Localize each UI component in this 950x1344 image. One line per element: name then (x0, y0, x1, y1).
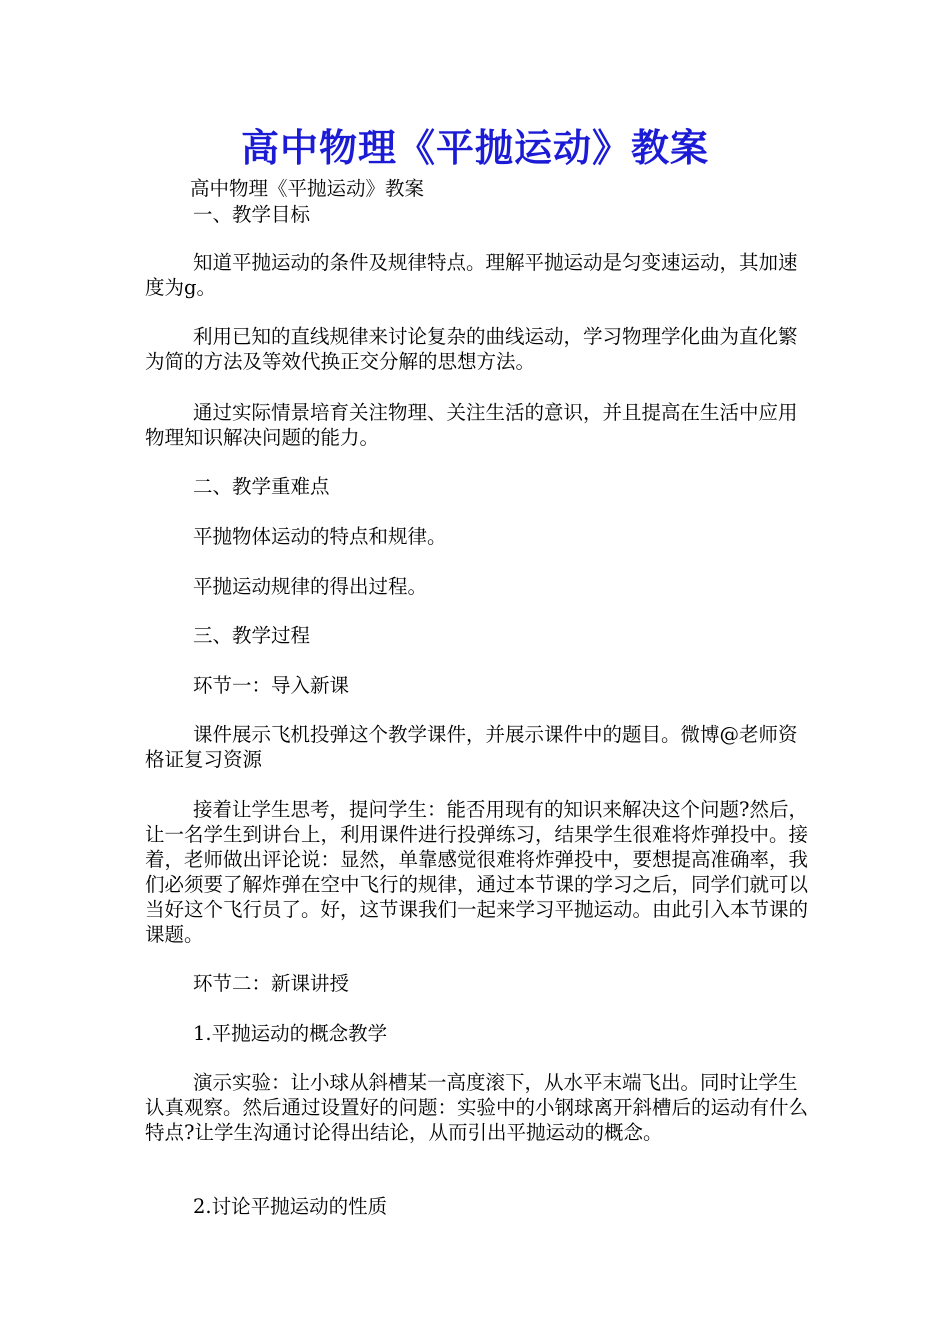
paragraph-objective-1: 知道平抛运动的条件及规律特点。理解平抛运动是匀变速运动，其加速度为g。 (145, 251, 798, 299)
paragraph-introduction-2: 接着让学生思考，提问学生：能否用现有的知识来解决这个问题?然后，让一名学生到讲台上，利用课件进行投弹练习，结果学生很难将炸弹投中。接着，老师做出评论说：显然，单靠感觉很难将炸弹投中，要想提高准确率，我们必须要了解炸弹在空中飞行的规律，通过本节课的学习之后，同学们就可以当好这个飞行员了。好，这节课我们一起来学习平抛运动。由此引入本节课的课题。 (145, 798, 809, 946)
paragraph-experiment: 演示实验：让小球从斜槽某一高度滚下，从水平末端飞出。同时让学生认真观察。然后通过设置好的问题：实验中的小钢球离开斜槽后的运动有什么特点?让学生沟通讨论得出结论，从而引出平抛运动的概念。 (145, 1071, 809, 1144)
paragraph-key-point-1: 平抛物体运动的特点和规律。 (193, 525, 447, 548)
paragraph-key-point-2: 平抛运动规律的得出过程。 (193, 575, 428, 598)
document-subtitle: 高中物理《平抛运动》教案 (190, 177, 425, 200)
step-heading-new-lesson: 环节二：新课讲授 (193, 972, 350, 995)
step-heading-introduction: 环节一：导入新课 (193, 674, 350, 697)
paragraph-objective-2: 利用已知的直线规律来讨论复杂的曲线运动，学习物理学化曲为直化繁为简的方法及等效代换正交分解的思想方法。 (145, 325, 798, 373)
paragraph-objective-3: 通过实际情景培育关注物理、关注生活的意识，并且提高在生活中应用物理知识解决问题的能力。 (145, 401, 798, 449)
section-heading-objectives: 一、教学目标 (193, 203, 311, 226)
item-heading-concept: 1.平抛运动的概念教学 (193, 1022, 388, 1045)
section-heading-process: 三、教学过程 (193, 624, 311, 647)
document-title: 高中物理《平抛运动》教案 (240, 125, 709, 170)
section-heading-key-points: 二、教学重难点 (193, 475, 330, 498)
item-heading-properties: 2.讨论平抛运动的性质 (193, 1195, 388, 1218)
paragraph-introduction-1: 课件展示飞机投弹这个教学课件，并展示课件中的题目。微博@老师资格证复习资源 (145, 723, 798, 771)
